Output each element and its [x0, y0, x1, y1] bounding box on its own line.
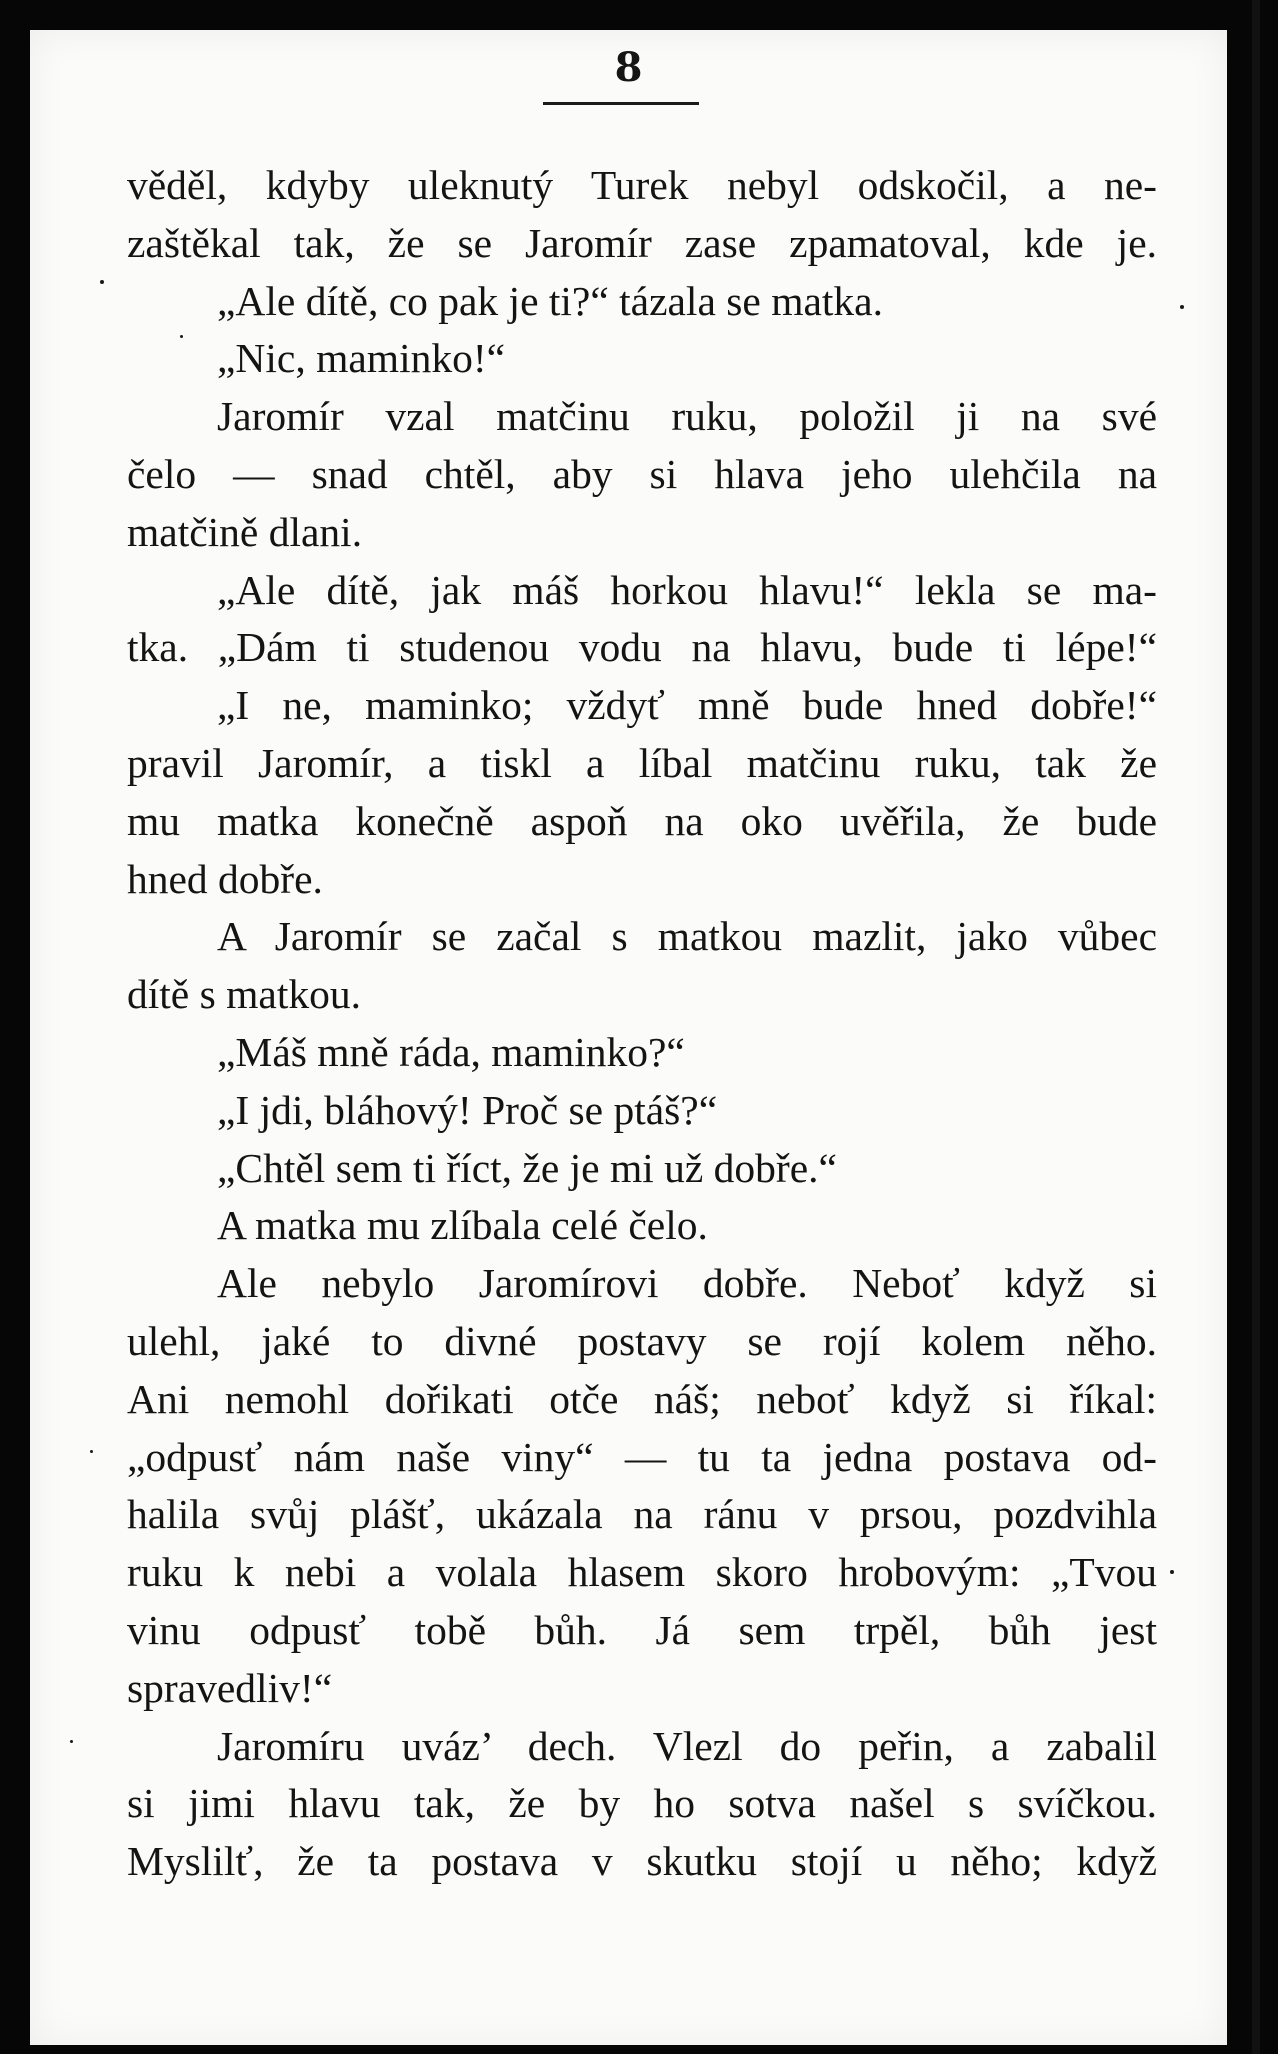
text-line: Ani nemohl dořikati otče náš; neboť když si říkal: — [127, 1375, 1157, 1422]
text-line: věděl, kdyby uleknutý Turek nebyl odskočil, a ne- — [127, 162, 1157, 208]
text-line: Myslilť, že ta postava v skutku stojí u něho; když — [127, 1838, 1157, 1885]
text-line: A Jaromír se začal s matkou mazlit, jako vůbec — [217, 913, 1157, 960]
scan-speck — [70, 1740, 73, 1743]
scan-speck — [100, 280, 104, 284]
text-line: hned dobře. — [127, 855, 323, 902]
text-line: tka. „Dám ti studenou vodu na hlavu, bude ti lépe!“ — [127, 624, 1157, 671]
scan-speck — [1180, 305, 1184, 309]
text-line: A matka mu zlíbala celé čelo. — [217, 1202, 708, 1249]
text-line: ulehl, jaké to divné postavy se rojí kolem něho. — [127, 1317, 1157, 1364]
text-line: spravedliv!“ — [127, 1664, 333, 1711]
text-line: matčině dlani. — [127, 508, 363, 555]
text-line: čelo — snad chtěl, aby si hlava jeho ulehčila na — [127, 450, 1157, 497]
scan-speck — [180, 335, 183, 338]
text-line: „Ale dítě, co pak je ti?“ tázala se matka. — [217, 277, 883, 324]
text-line: si jimi hlavu tak, že by ho sotva našel s svíčkou. — [127, 1780, 1157, 1827]
text-line: zaštěkal tak, že se Jaromír zase zpamatoval, kde je. — [127, 219, 1157, 266]
text-line: „I ne, maminko; vždyť mně bude hned dobře!“ — [217, 682, 1157, 729]
text-line: „Nic, maminko!“ — [217, 335, 506, 382]
text-line: „I jdi, bláhový! Proč se ptáš?“ — [217, 1086, 718, 1133]
page-number-underline — [543, 102, 699, 105]
body-text — [127, 157, 1157, 1891]
text-line: dítě s matkou. — [127, 971, 361, 1018]
text-line: halila svůj plášť, ukázala na ránu v prsou, pozdvihla — [127, 1491, 1157, 1538]
page-edge-shadow — [1252, 0, 1260, 2054]
text-line: „Máš mně ráda, maminko?“ — [217, 1028, 685, 1075]
text-line: „Chtěl sem ti říct, že je mi už dobře.“ — [217, 1144, 837, 1191]
text-line: Ale nebylo Jaromírovi dobře. Neboť když si — [217, 1260, 1157, 1307]
text-line: „odpusť nám naše viny“ — tu ta jedna postava od- — [127, 1433, 1157, 1480]
text-line: mu matka konečně aspoň na oko uvěřila, že bude — [127, 797, 1157, 844]
scan-speck — [1170, 1570, 1174, 1574]
text-line: ruku k nebi a volala hlasem skoro hrobovým: „Tvou — [127, 1549, 1157, 1596]
book-page — [30, 30, 1227, 2045]
scan-speck — [90, 1450, 93, 1453]
text-line: Jaromír vzal matčinu ruku, položil ji na své — [217, 393, 1157, 440]
text-line: „Ale dítě, jak máš horkou hlavu!“ lekla se ma- — [217, 566, 1157, 613]
text-line: Jaromíru uváz’ dech. Vlezl do peřin, a zabalil — [217, 1722, 1157, 1769]
text-line: pravil Jaromír, a tiskl a líbal matčinu ruku, tak že — [127, 739, 1157, 786]
page-number: 8 — [614, 44, 643, 91]
text-line: vinu odpusť tobě bůh. Já sem trpěl, bůh jest — [127, 1606, 1157, 1653]
